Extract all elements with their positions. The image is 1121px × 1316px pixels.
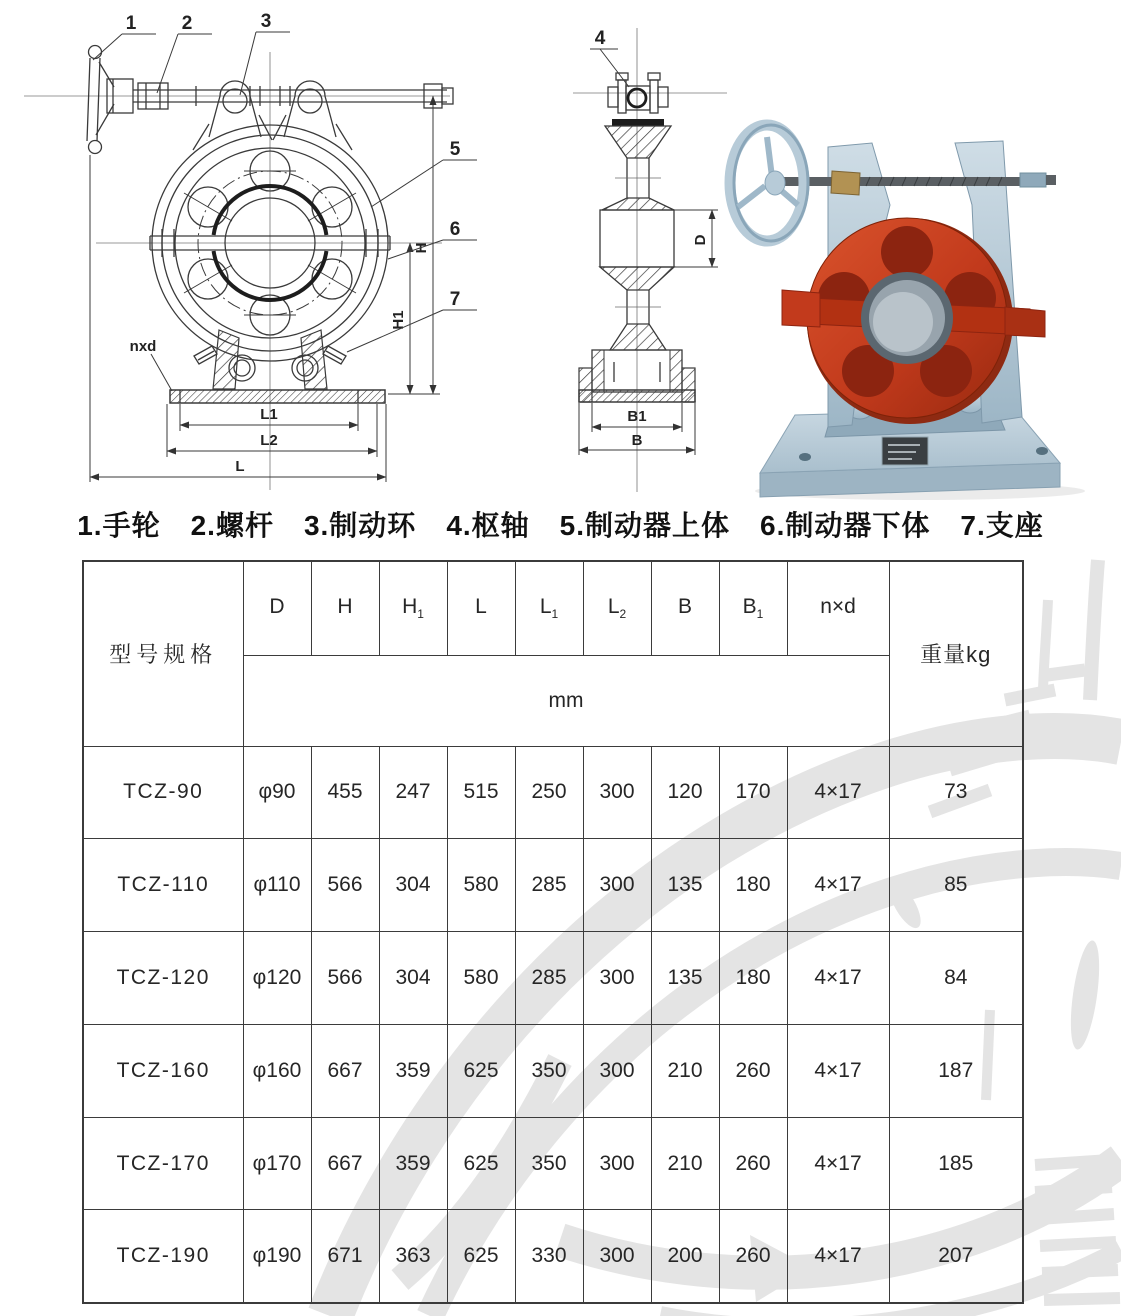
legend-item-screw: 2.螺杆 — [190, 510, 274, 541]
cell-h1: 359 — [379, 1024, 447, 1117]
cell-model: TCZ-120 — [83, 932, 243, 1025]
table-row — [83, 1024, 1023, 1117]
cell-weight: 187 — [889, 1024, 1023, 1117]
table-row — [83, 839, 1023, 932]
cell-weight: 73 — [889, 746, 1023, 839]
cell-l1: 285 — [515, 932, 583, 1025]
dim-label-d: D — [692, 234, 709, 246]
cell-h: 566 — [311, 839, 379, 932]
legend-item-support: 7.支座 — [960, 510, 1044, 541]
cell-h1: 359 — [379, 1117, 447, 1210]
cell-b: 200 — [651, 1210, 719, 1303]
table-row — [83, 1117, 1023, 1210]
cell-weight: 84 — [889, 932, 1023, 1025]
cell-l2: 300 — [583, 746, 651, 839]
col-header-model: 型号规格 — [83, 561, 243, 746]
cell-l2: 300 — [583, 932, 651, 1025]
cell-l: 515 — [447, 746, 515, 839]
cell-model: TCZ-170 — [83, 1117, 243, 1210]
legend-item-lower-body: 6.制动器下体 — [760, 510, 931, 541]
cell-nxd: 4×17 — [787, 839, 889, 932]
cell-h: 667 — [311, 1117, 379, 1210]
cell-nxd: 4×17 — [787, 1117, 889, 1210]
cell-h1: 363 — [379, 1210, 447, 1303]
dim-label-l1: L1 — [260, 406, 278, 423]
cell-model: TCZ-90 — [83, 746, 243, 839]
part-label-1: 1 — [125, 13, 137, 34]
technical-drawing — [0, 0, 730, 505]
cell-b: 120 — [651, 746, 719, 839]
col-header-weight: 重量kg — [889, 561, 1023, 746]
cell-h1: 304 — [379, 932, 447, 1025]
col-header-L2: $L_2$ — [583, 561, 651, 655]
cell-weight: 207 — [889, 1210, 1023, 1303]
part-label-4: 4 — [594, 28, 606, 49]
col-header-H: H — [311, 561, 379, 655]
cell-l2: 300 — [583, 1117, 651, 1210]
cell-l1: 350 — [515, 1024, 583, 1117]
cell-model: TCZ-190 — [83, 1210, 243, 1303]
parts-legend — [0, 504, 1121, 544]
col-header-D: D — [243, 561, 311, 655]
cell-l: 625 — [447, 1210, 515, 1303]
col-header-nxd: n×d — [787, 561, 889, 655]
cell-l1: 285 — [515, 839, 583, 932]
dim-label-l2: L2 — [260, 432, 278, 449]
cell-l1: 250 — [515, 746, 583, 839]
table-row — [83, 1210, 1023, 1303]
photo-illustration — [730, 125, 1085, 500]
col-header-L1: $L_1$ — [515, 561, 583, 655]
cell-l1: 350 — [515, 1117, 583, 1210]
cell-nxd: 4×17 — [787, 1210, 889, 1303]
cell-h1: 247 — [379, 746, 447, 839]
dim-label-l: L — [235, 458, 245, 475]
table-row — [83, 746, 1023, 839]
cell-b1: 170 — [719, 746, 787, 839]
col-header-B: B — [651, 561, 719, 655]
cell-b1: 180 — [719, 839, 787, 932]
part-leader-4 — [590, 28, 629, 87]
cell-nxd: 4×17 — [787, 1024, 889, 1117]
legend-item-pivot: 4.枢轴 — [446, 510, 530, 541]
support-base-front — [170, 330, 385, 403]
cell-b: 135 — [651, 932, 719, 1025]
col-header-L: L — [447, 561, 515, 655]
dim-label-nxd: nxd — [129, 338, 157, 355]
table-row — [83, 932, 1023, 1025]
cell-weight: 85 — [889, 839, 1023, 932]
cell-l2: 300 — [583, 839, 651, 932]
cell-nxd: 4×17 — [787, 746, 889, 839]
legend-item-upper-body: 5.制动器上体 — [559, 510, 731, 541]
cell-d: φ190 — [243, 1210, 311, 1303]
header-row — [83, 561, 1023, 655]
legend-item-handwheel: 1.手轮 — [77, 510, 161, 541]
cell-d: φ90 — [243, 746, 311, 839]
cell-l1: 330 — [515, 1210, 583, 1303]
cell-b: 210 — [651, 1024, 719, 1117]
pivot-clevis — [608, 73, 668, 126]
cell-b1: 260 — [719, 1210, 787, 1303]
spec-table — [82, 560, 1024, 1304]
product-photo — [720, 85, 1121, 505]
cell-model: TCZ-110 — [83, 839, 243, 932]
unit-cell: mm — [243, 655, 889, 746]
part-label-2: 2 — [181, 13, 193, 34]
cell-l: 580 — [447, 839, 515, 932]
col-header-B1: $B_1$ — [719, 561, 787, 655]
cell-d: φ120 — [243, 932, 311, 1025]
cell-l: 625 — [447, 1117, 515, 1210]
cell-l2: 300 — [583, 1024, 651, 1117]
part-label-5: 5 — [449, 139, 461, 160]
legend-item-brake-ring: 3.制动环 — [303, 510, 417, 541]
cell-b1: 180 — [719, 932, 787, 1025]
cell-l: 580 — [447, 932, 515, 1025]
dim-label-b: B — [631, 432, 643, 449]
cell-nxd: 4×17 — [787, 932, 889, 1025]
handwheel-front — [87, 46, 133, 154]
cell-b1: 260 — [719, 1024, 787, 1117]
cell-b: 135 — [651, 839, 719, 932]
cell-b1: 260 — [719, 1117, 787, 1210]
cell-b: 210 — [651, 1117, 719, 1210]
cell-h1: 304 — [379, 839, 447, 932]
cell-h: 671 — [311, 1210, 379, 1303]
part-label-6: 6 — [449, 219, 461, 240]
cell-d: φ170 — [243, 1117, 311, 1210]
cell-l: 625 — [447, 1024, 515, 1117]
cell-h: 566 — [311, 932, 379, 1025]
part-label-3: 3 — [260, 11, 272, 32]
dimension-lines-right — [388, 96, 440, 394]
part-label-7: 7 — [449, 289, 461, 310]
cell-model: TCZ-160 — [83, 1024, 243, 1117]
dim-label-h1: H1 — [390, 310, 407, 330]
dim-label-h: H — [413, 242, 430, 254]
cell-l2: 300 — [583, 1210, 651, 1303]
cell-weight: 185 — [889, 1117, 1023, 1210]
cell-h: 667 — [311, 1024, 379, 1117]
dimension-lines-bottom — [90, 155, 386, 482]
front-view — [24, 11, 477, 490]
dim-label-b1: B1 — [627, 408, 647, 425]
col-header-H1: $H_1$ — [379, 561, 447, 655]
dimension-d — [674, 210, 718, 267]
cell-d: φ160 — [243, 1024, 311, 1117]
cell-d: φ110 — [243, 839, 311, 932]
side-view — [573, 28, 727, 492]
cell-h: 455 — [311, 746, 379, 839]
